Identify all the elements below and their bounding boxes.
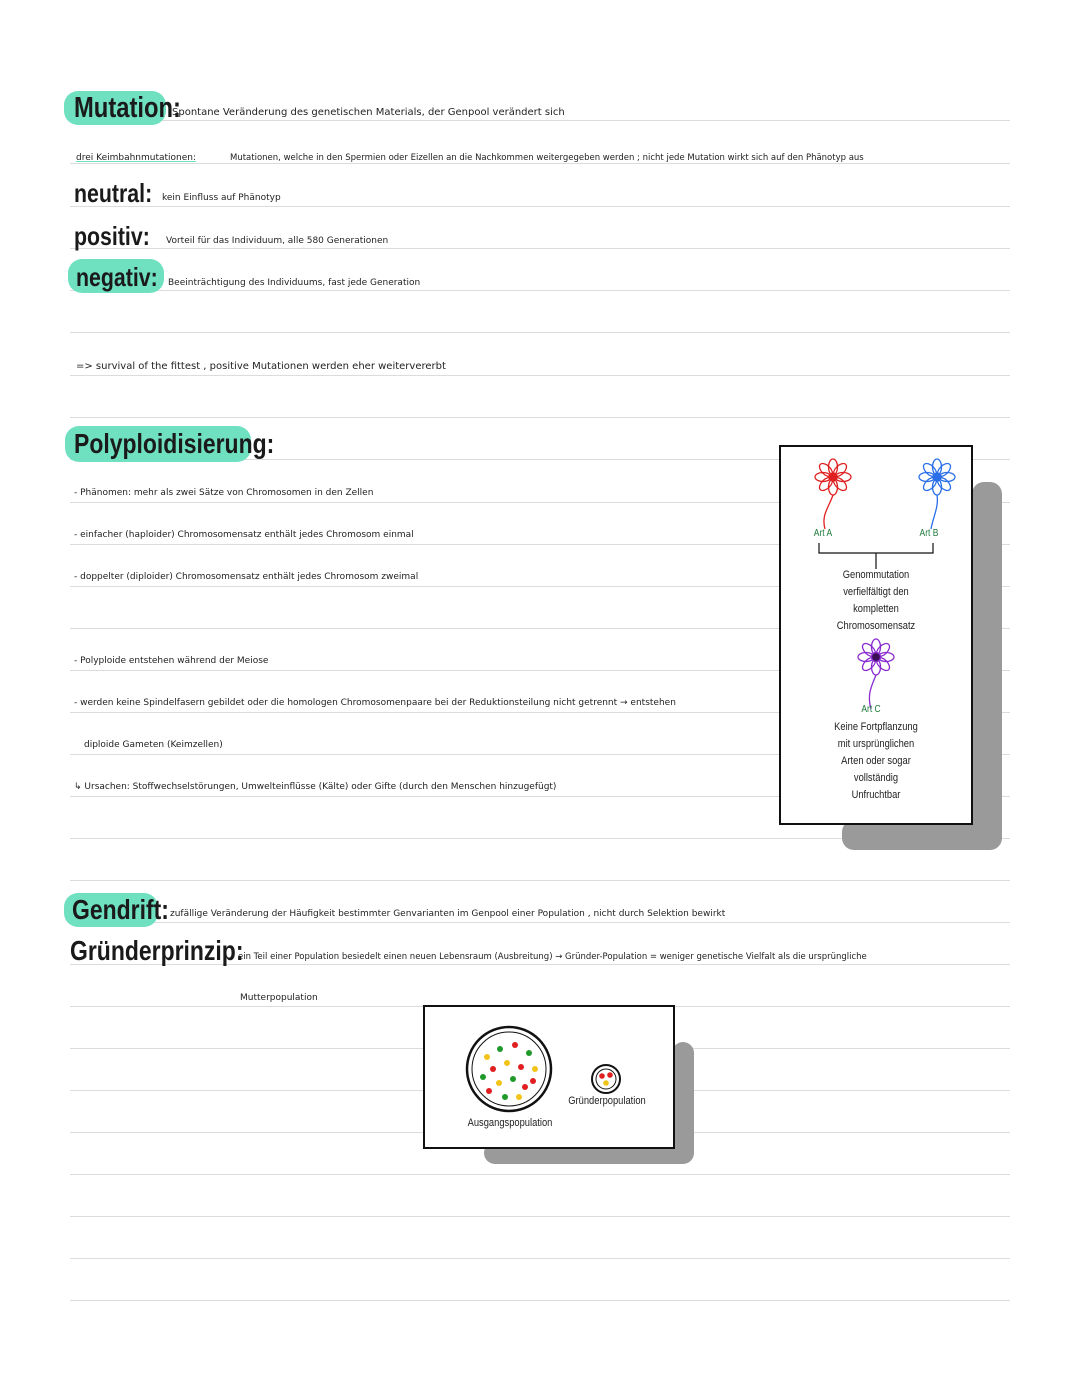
- ruled-line: [70, 1300, 1010, 1301]
- ruled-line: [70, 1216, 1010, 1217]
- result-caption: [801, 719, 951, 804]
- flower-a-icon: [815, 459, 851, 495]
- poly-bullet: - Polyploide entstehen während der Meiose: [74, 656, 269, 666]
- poly-bullet: - einfacher (haploider) Chromosomensatz enthält jedes Chromosom einmal: [74, 530, 414, 540]
- caption-line: Genommutation: [842, 569, 910, 581]
- gendrift-heading: Gendrift:: [72, 894, 169, 925]
- ruled-line: [70, 375, 1010, 376]
- ruled-line: [70, 1258, 1010, 1259]
- art-c-label: Art C: [861, 704, 881, 715]
- gendrift-text: zufällige Veränderung der Häufigkeit bestimmter Genvarianten im Genpool einer Population , nicht durch Selektion bewirkt: [170, 909, 726, 919]
- ruled-line: [70, 1174, 1010, 1175]
- keimbahn-label: drei Keimbahnmutationen:: [76, 153, 197, 163]
- founder-diagram: [423, 1005, 675, 1149]
- flower-b-icon: [919, 459, 955, 495]
- ausgangspopulation-circle: [467, 1027, 551, 1111]
- positiv-text: Vorteil für das Individuum, alle 580 Generationen: [166, 236, 389, 246]
- ruled-line: [70, 417, 1010, 418]
- ruled-line: [70, 332, 1010, 333]
- ruled-line: [70, 248, 1010, 249]
- gruenderprinzip-heading: Gründerprinzip:: [70, 935, 244, 966]
- neutral-text: kein Einfluss auf Phänotyp: [162, 193, 281, 203]
- mutation-conclusion: => survival of the fittest , positive Mutationen werden eher weitervererbt: [76, 361, 446, 372]
- ruled-line: [70, 163, 1010, 164]
- caption-line: vollständig: [853, 772, 899, 784]
- art-a-label: Art A: [813, 528, 833, 539]
- diagram-shadow: [972, 482, 1002, 848]
- caption-line: Unfruchtbar: [851, 789, 901, 801]
- poly-bullet: - doppelter (diploider) Chromosomensatz enthält jedes Chromosom zweimal: [74, 572, 419, 582]
- positiv-heading: positiv:: [74, 221, 150, 251]
- caption-line: Chromosomensatz: [836, 620, 916, 632]
- poly-bullet: ↳ Ursachen: Stoffwechselstörungen, Umwelteinflüsse (Kälte) oder Gifte (durch den Menschen hinzugefügt): [74, 782, 557, 792]
- caption-line: mit ursprünglichen: [837, 738, 915, 750]
- flower-c-icon: [858, 639, 894, 675]
- gruenderprinzip-text2: Mutterpopulation: [240, 993, 318, 1003]
- polyploidy-diagram: [779, 445, 973, 825]
- negativ-text: Beeinträchtigung des Individuums, fast jede Generation: [168, 278, 421, 288]
- polyploidisierung-heading: Polyploidisierung:: [74, 428, 275, 459]
- gruenderprinzip-text: ein Teil einer Population besiedelt einen neuen Lebensraum (Ausbreitung) → Gründer-Population = weniger genetische Vielfalt als die ursprüngliche: [238, 952, 867, 962]
- ruled-line: [70, 922, 1010, 923]
- genommutation-caption: [801, 567, 951, 635]
- ruled-line: [70, 290, 1010, 291]
- ruled-line: [70, 206, 1010, 207]
- caption-line: Arten oder sogar: [841, 755, 911, 767]
- art-b-label: Art B: [919, 528, 939, 539]
- ruled-line: [70, 880, 1010, 881]
- caption-line: kompletten: [853, 603, 899, 615]
- poly-bullet: - werden keine Spindelfasern gebildet oder die homologen Chromosomenpaare bei der Reduktionsteilung nicht getrennt → entstehen: [74, 698, 676, 708]
- mutation-definition: Spontane Veränderung des genetischen Materials, der Genpool verändert sich: [172, 107, 565, 118]
- ausgangspopulation-label: Ausgangspopulation: [467, 1117, 553, 1129]
- keimbahn-text: Mutationen, welche in den Spermien oder Eizellen an die Nachkommen weitergegeben werden ; nicht jede Mutation wirkt sich auf den Phänotyp aus: [230, 153, 864, 163]
- caption-line: Keine Fortpflanzung: [834, 721, 918, 733]
- caption-line: verfielfältigt den: [843, 586, 909, 598]
- poly-bullet: diploide Gameten (Keimzellen): [84, 740, 223, 750]
- mutation-heading: Mutation:: [74, 92, 181, 124]
- gruenderpopulation-label: Gründerpopulation: [568, 1095, 646, 1107]
- ruled-line: [70, 120, 1010, 121]
- gruenderpopulation-circle: [592, 1065, 620, 1093]
- neutral-heading: neutral:: [74, 178, 153, 208]
- poly-bullet: - Phänomen: mehr als zwei Sätze von Chromosomen in den Zellen: [74, 488, 374, 498]
- negativ-heading: negativ:: [76, 262, 158, 292]
